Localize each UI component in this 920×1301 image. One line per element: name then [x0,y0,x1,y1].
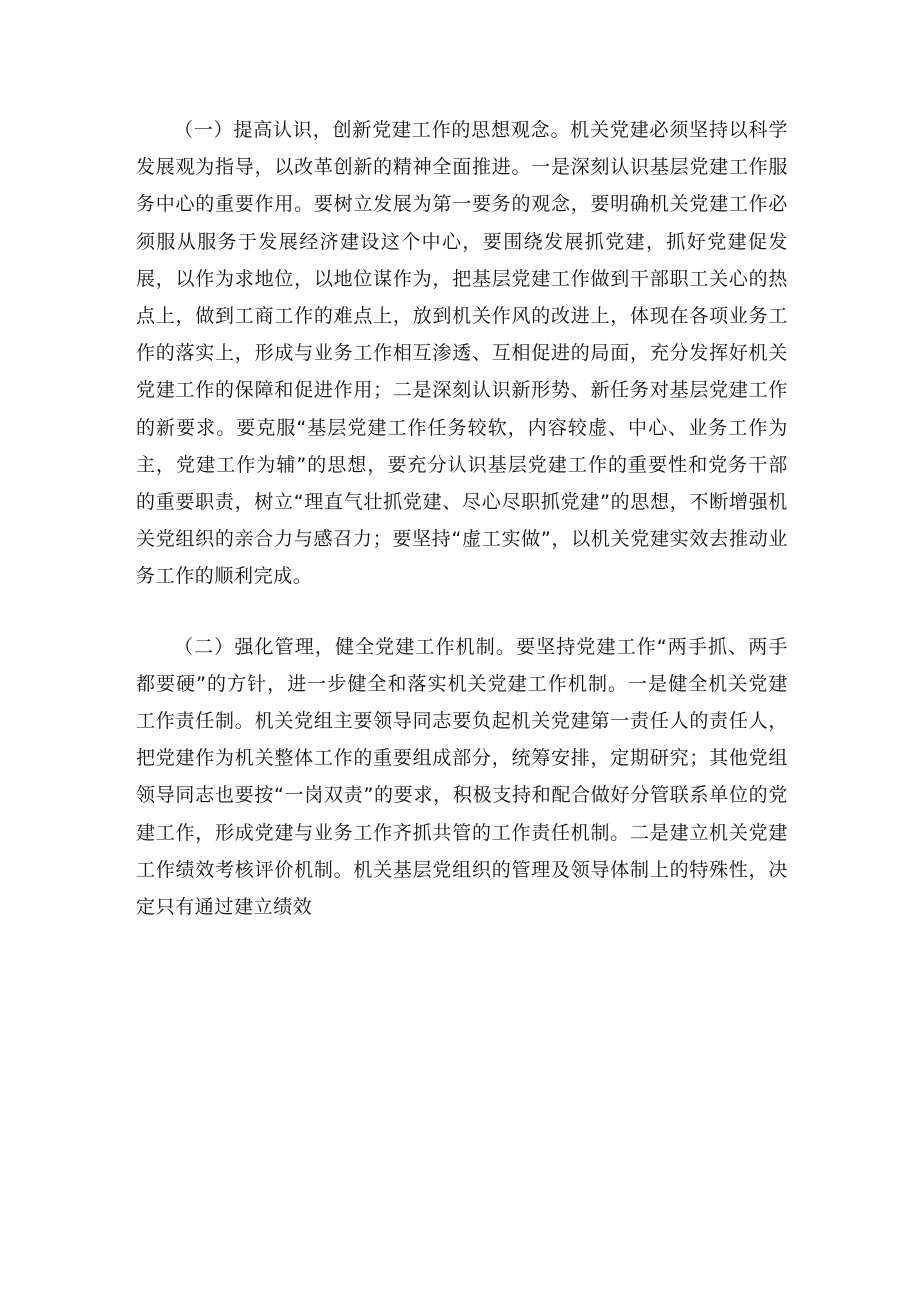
paragraph-2: （二）强化管理，健全党建工作机制。要坚持党建工作“两手抓、两手都要硬”的方针，进一步健全和落实机关党建工作机制。一是健全机关党建工作责任制。机关党组主要领导同志要负起机关党建第一责任人的责任人，把党建作为机关整体工作的重要组成部分，统筹安排，定期研究；其他党组领导同志也要按“一岗双责”的要求，积极支持和配合做好分管联系单位的党建工作，形成党建与业务工作齐抓共管的工作责任机制。二是建立机关党建工作绩效考核评价机制。机关基层党组织的管理及领导体制上的特殊性，决定只有通过建立绩效 [136,635,788,919]
document-body [136,112,788,926]
paragraph-1: （一）提高认识，创新党建工作的思想观念。机关党建必须坚持以科学发展观为指导，以改革创新的精神全面推进。一是深刻认识基层党建工作服务中心的重要作用。要树立发展为第一要务的观念，要明确机关党建工作必须服从服务于发展经济建设这个中心，要围绕发展抓党建，抓好党建促发展，以作为求地位，以地位谋作为，把基层党建工作做到干部职工关心的热点上，做到工商工作的难点上，放到机关作风的改进上，体现在各项业务工作的落实上，形成与业务工作相互渗透、互相促进的局面，充分发挥好机关党建工作的保障和促进作用；二是深刻认识新形势、新任务对基层党建工作的新要求。要克服“基层党建工作任务较软，内容较虚、中心、业务工作为主，党建工作为辅”的思想，要充分认识基层党建工作的重要性和党务干部的重要职责，树立“理直气壮抓党建、尽心尽职抓党建”的思想，不断增强机关党组织的亲合力与感召力；要坚持“虚工实做”，以机关党建实效去推动业务工作的顺利完成。 [136,119,788,588]
